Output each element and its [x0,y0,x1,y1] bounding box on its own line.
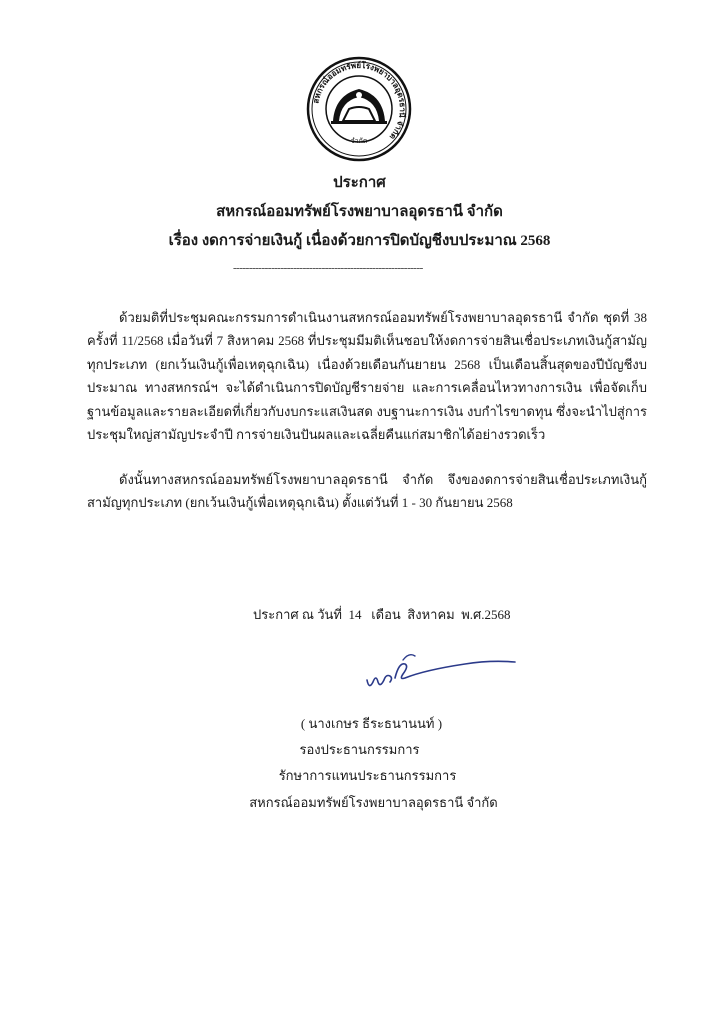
organization-title: สหกรณ์ออมทรัพย์โรงพยาบาลอุดรธานี จำกัด [216,204,503,220]
signatory-position: รองประธานกรรมการ [299,742,420,757]
handwritten-signature [355,650,520,700]
announcement-date: ประกาศ ณ วันที่ 14 เดือน สิงหาคม พ.ศ.2568 [253,607,511,622]
cooperative-seal-logo [305,55,413,163]
announcement-title: ประกาศ [333,175,386,191]
body-paragraph-1-text: ด้วยมติที่ประชุมคณะกรรมการดำเนินงานสหกรณ์ออมทรัพย์โรงพยาบาลอุดรธานี จำกัด ชุดที่ 38 ครั้งที่ 11/2568 เมื่อวันที่ 7 สิงหาคม 2568 ที่ประชุมมีมติเห็นชอบให้งดการจ่ายสินเชื่อประเภทเงินกู้สามัญทุกประเภท (ยกเว้นเงินกู้เพื่อเหตุฉุกเฉิน) เนื่องด้วยเดือนกันยายน 2568 เป็นเดือนสิ้นสุดของปีบัญชีงบประมาณ ทางสหกรณ์ฯ จะได้ดำเนินการปิดบัญชีรายจ่าย และการเคลื่อนไหวทางการเงิน เพื่อจัดเก็บฐานข้อมูลและรายละเอียดที่เกี่ยวกับงบกระแสเงินสด งบฐานะการเงิน งบกำไรขาดทุน ซึ่งจะนำไปสู่การประชุมใหญ่สามัญประจำปี การจ่ายเงินปันผลและเฉลี่ยคืนแก่สมาชิกได้อย่างรวดเร็ว [87,310,647,443]
body-paragraph-2 [87,468,647,515]
body-paragraph-1 [87,306,647,446]
signatory-name: ( นางเกษร ธีระธนานนท์ ) [300,716,443,731]
signatory-organization: สหกรณ์ออมทรัพย์โรงพยาบาลอุดรธานี จำกัด [249,795,498,810]
divider-line: ------------------------------------------------------------ [233,262,423,274]
seal-ring-text: สหกรณ์ออมทรัพย์โรงพยาบาลอุดรธานี จำกัด [311,60,408,142]
seal-bottom-text: จำกัด [350,137,368,145]
body-paragraph-2-text: ดังนั้นทางสหกรณ์ออมทรัพย์โรงพยาบาลอุดรธานี จำกัด จึงของดการจ่ายสินเชื่อประเภทเงินกู้สามัญทุกประเภท (ยกเว้นเงินกู้เพื่อเหตุฉุกเฉิน) ตั้งแต่วันที่ 1 - 30 กันยายน 2568 [87,472,647,511]
subject-title: เรื่อง งดการจ่ายเงินกู้ เนื่องด้วยการปิดบัญชีงบประมาณ 2568 [168,233,551,249]
signatory-acting-role: รักษาการแทนประธานกรรมการ [278,768,457,783]
